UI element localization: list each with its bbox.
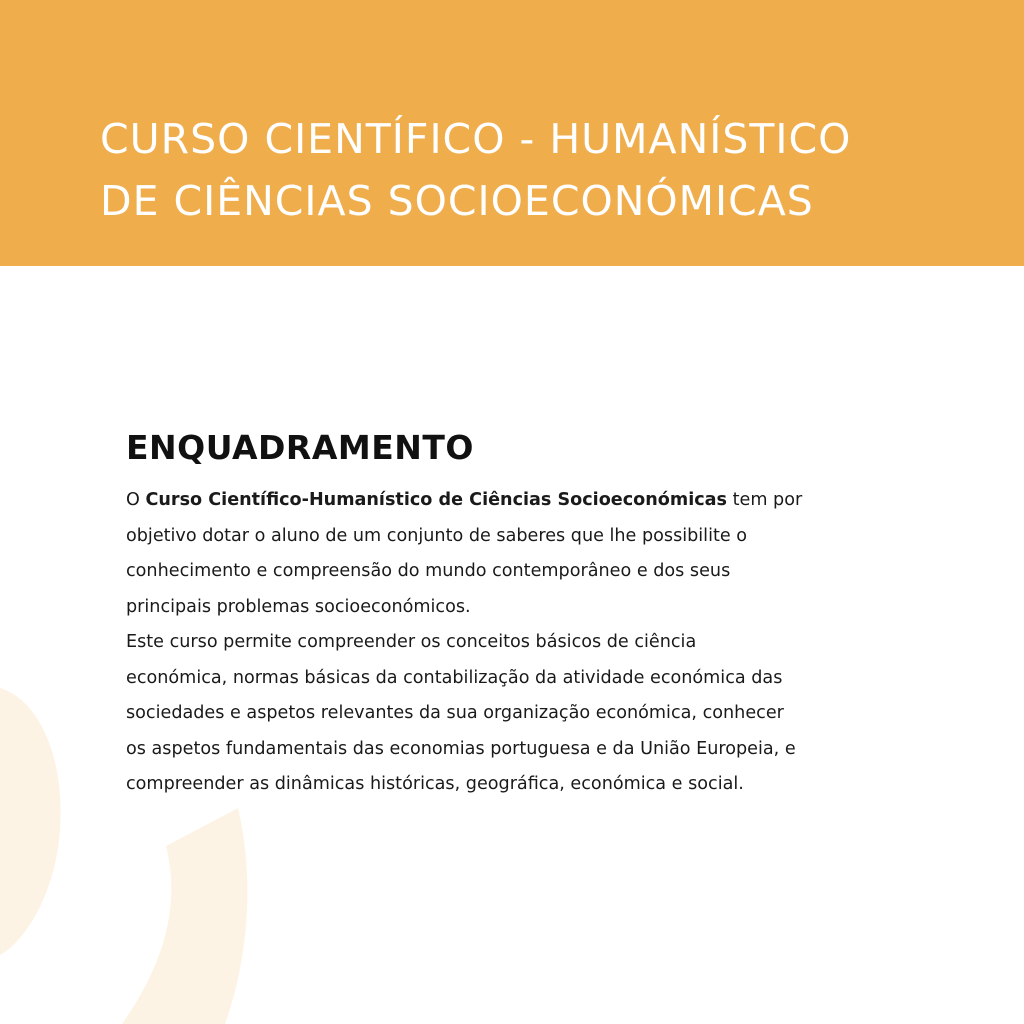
paragraph-2-line-4: os aspetos fundamentais das economias portuguesa e da União Europeia, e <box>126 738 796 759</box>
paragraph-2-line-1: Este curso permite compreender os conceitos básicos de ciência <box>126 632 697 652</box>
paragraph-1-line-3: conhecimento e compreensão do mundo contemporâneo e dos seus <box>126 561 731 581</box>
paragraph-2-line-5: compreender as dinâmicas históricas, geográfica, económica e social. <box>126 774 744 794</box>
paragraph-1-line-1 <box>126 483 926 519</box>
paragraph-1-line-4: principais problemas socioeconómicos. <box>126 596 471 617</box>
paragraph-1-line-2: objetivo dotar o aluno de um conjunto de saberes que lhe possibilite o <box>126 525 748 546</box>
page-title-line-2: DE CIÊNCIAS SOCIOECONÓMICAS <box>100 177 814 225</box>
paragraph-2-line-3: sociedades e aspetos relevantes da sua organização económica, conhecer <box>126 703 784 723</box>
decorative-arc-left <box>0 688 61 955</box>
page-title <box>100 108 1000 232</box>
course-name-emphasis: Curso Científico-Humanístico de Ciências Socioeconómicas <box>145 490 728 510</box>
paragraph-1-prefix: O <box>126 490 146 510</box>
paragraph-2-line-2: económica, normas básicas da contabilização da atividade económica das <box>126 667 783 688</box>
decorative-arc-bottom <box>122 808 247 1024</box>
page-title-line-1: CURSO CIENTÍFICO - HUMANÍSTICO <box>100 115 852 163</box>
body-text <box>126 483 926 803</box>
section-heading: ENQUADRAMENTO <box>126 428 474 467</box>
paragraph-1-line-1-rest: tem por <box>727 490 803 510</box>
